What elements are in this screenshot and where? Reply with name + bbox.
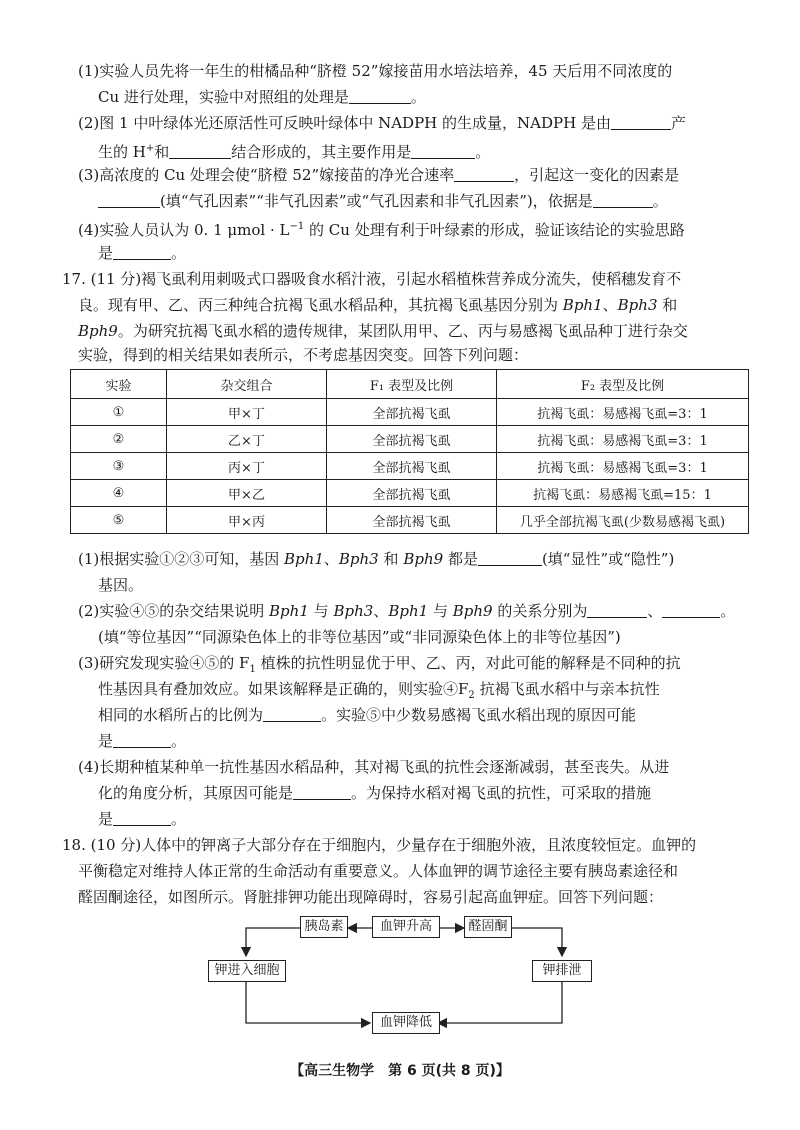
header-f2: F₂ 表型及比例 [497,370,749,399]
arrow-cell-to-low [246,982,370,1023]
cell-f2: 抗褐飞虱：易感褐飞虱=3：1 [497,426,749,453]
q17-intro-line2: 良。现有甲、乙、丙三种纯合抗褐飞虱水稻品种，其抗褐飞虱基因分别为 Bph1、Bph3 和 [78,296,678,314]
q17-part3-line1: (3)研究发现实验④⑤的 $F_1$ 植株的抗性明显优于甲、乙、丙，对此可能的解释是不同种的抗 [78,654,681,675]
q17-part4-line1: (4)长期种植某种单一抗性基因水稻品种，其对褐飞虱的抗性会逐渐减弱，甚至丧失。从进 [78,758,670,776]
q17-part3-line3: 相同的水稻所占的比例为 。实验⑤中少数易感褐飞虱水稻出现的原因可能 [98,706,637,724]
q17-part2-line1: (2)实验④⑤的杂交结果说明 Bph1 与 Bph3、Bph1 与 Bph9 的关系分别为 、 。 [78,602,736,620]
q16-part3-line2: (填“气孔因素”“非气孔因素”或“气孔因素和非气孔因素”)，依据是 。 [98,190,758,212]
arrow-aldosterone-to-excrete [512,928,562,956]
cell-experiment: ② [71,426,167,453]
answer-blank[interactable] [593,191,653,208]
answer-blank[interactable] [411,142,475,159]
cell-cross: 甲×丁 [167,399,327,426]
table-row [71,480,749,507]
cell-cross: 丙×丁 [167,453,327,480]
q17-part3-line2: 性基因具有叠加效应。如果该解释是正确的，则实验$④F_2$ 抗褐飞虱水稻中与亲本抗性 [98,680,660,701]
q16-part2-line1: (2)图 1 中叶绿体光还原活性可反映叶绿体中 NADPH 的生成量，NADPH 是由 产 [78,114,686,132]
q16-part4-line2: 是 。 [98,244,187,262]
page-footer: 【高三生物学 第 6 页(共 8 页)】 [290,1063,510,1079]
answer-blank[interactable] [454,165,514,182]
header-cross: 杂交组合 [167,370,327,399]
cell-cross: 甲×丙 [167,507,327,534]
answer-blank[interactable] [169,142,231,159]
cell-experiment: ⑤ [71,507,167,534]
cell-cross: 甲×乙 [167,480,327,507]
q17-intro-line3: Bph9。为研究抗褐飞虱水稻的遗传规律，某团队用甲、乙、丙与易感褐飞虱品种丁进行杂交 [78,322,688,340]
box-insulin: 胰岛素 [300,916,348,938]
q18-intro-line3: 醛固酮途径，如图所示。肾脏排钾功能出现障碍时，容易引起高血钾症。回答下列问题： [78,888,664,906]
answer-blank[interactable] [349,87,411,104]
q18-intro-line1: 18. (10 分)人体中的钾离子大部分存在于细胞内，少量存在于细胞外液，且浓度较恒定。血钾的 [62,836,697,854]
cell-experiment: ④ [71,480,167,507]
cell-f2: 抗褐飞虱：易感褐飞虱=3：1 [497,453,749,480]
q17-intro-line4: 实验，得到的相关结果如表所示，不考虑基因突变。回答下列问题： [78,346,529,364]
box-k-into-cell: 钾进入细胞 [208,960,286,982]
q17-part1-line1: (1)根据实验①②③可知，基因 Bph1、Bph3 和 Bph9 都是 (填“显性”或“隐性”) [78,550,675,568]
answer-blank[interactable] [478,549,542,566]
cell-experiment: ③ [71,453,167,480]
potassium-regulation-diagram [200,910,600,1040]
table-header-row [71,370,749,399]
box-aldosterone: 醛固酮 [464,916,512,938]
cell-experiment: ① [71,399,167,426]
q17-part3-line4: 是 。 [98,732,187,750]
q17-intro-line1: 17. (11 分)褐飞虱利用刺吸式口器吸食水稻汁液，引起水稻植株营养成分流失，使稻穗发育不 [62,270,682,288]
answer-blank[interactable] [113,731,171,748]
box-k-excretion: 钾排泄 [532,960,592,982]
q17-part1-line2: 基因。 [98,576,144,594]
q17-part2-line2: (填“等位基因”“同源染色体上的非等位基因”或“非同源染色体上的非等位基因”) [98,628,621,646]
arrow-excrete-to-low [438,982,562,1023]
q16-part3-line1: (3)高浓度的 Cu 处理会使“脐橙 52”嫁接苗的净光合速率 ，引起这一变化的因素是 [78,166,680,184]
q16-part1-line2: Cu 进行处理，实验中对照组的处理是 。 [98,88,426,106]
cell-f2: 抗褐飞虱：易感褐飞虱=3：1 [497,399,749,426]
cell-f1: 全部抗褐飞虱 [327,480,497,507]
answer-blank[interactable] [98,191,160,208]
table-row [71,453,749,480]
header-f1: F₁ 表型及比例 [327,370,497,399]
answer-blank[interactable] [113,809,171,826]
q16-part2-line2: 生的 H+和 结合形成的，其主要作用是 。 [98,143,491,161]
answer-blank[interactable] [611,113,671,130]
q16-part1-line1: (1)实验人员先将一年生的柑橘品种“脐橙 52”嫁接苗用水培法培养，45 天后用不同浓度的 [78,62,673,80]
cell-f1: 全部抗褐飞虱 [327,399,497,426]
arrow-insulin-to-cell [246,928,300,956]
table-row [71,399,749,426]
q18-intro-line2: 平衡稳定对维持人体正常的生命活动有重要意义。人体血钾的调节途径主要有胰岛素途径和 [78,862,679,880]
box-blood-k-high: 血钾升高 [372,916,440,938]
answer-blank[interactable] [293,783,351,800]
q16-part4-line1: (4)实验人员认为 0. 1 $\mu mol \cdot L^{-1}$ 的 Cu 处理有利于叶绿素的形成，验证该结论的实验思路 [78,221,685,239]
box-blood-k-low: 血钾降低 [372,1012,440,1034]
cell-cross: 乙×丁 [167,426,327,453]
q17-part4-line2: 化的角度分析，其原因可能是 。为保持水稻对褐飞虱的抗性，可采取的措施 [98,784,652,802]
table-row [71,426,749,453]
answer-blank[interactable] [113,243,171,260]
cell-f2: 几乎全部抗褐飞虱(少数易感褐飞虱) [497,507,749,534]
cell-f1: 全部抗褐飞虱 [327,426,497,453]
q17-part4-line3: 是 。 [98,810,187,828]
cell-f1: 全部抗褐飞虱 [327,507,497,534]
cell-f1: 全部抗褐飞虱 [327,453,497,480]
cell-f2: 抗褐飞虱：易感褐飞虱=15：1 [497,480,749,507]
results-table [70,369,749,534]
table-row [71,507,749,534]
answer-blank[interactable] [587,601,647,618]
header-experiment: 实验 [71,370,167,399]
answer-blank[interactable] [662,601,720,618]
answer-blank[interactable] [263,705,321,722]
